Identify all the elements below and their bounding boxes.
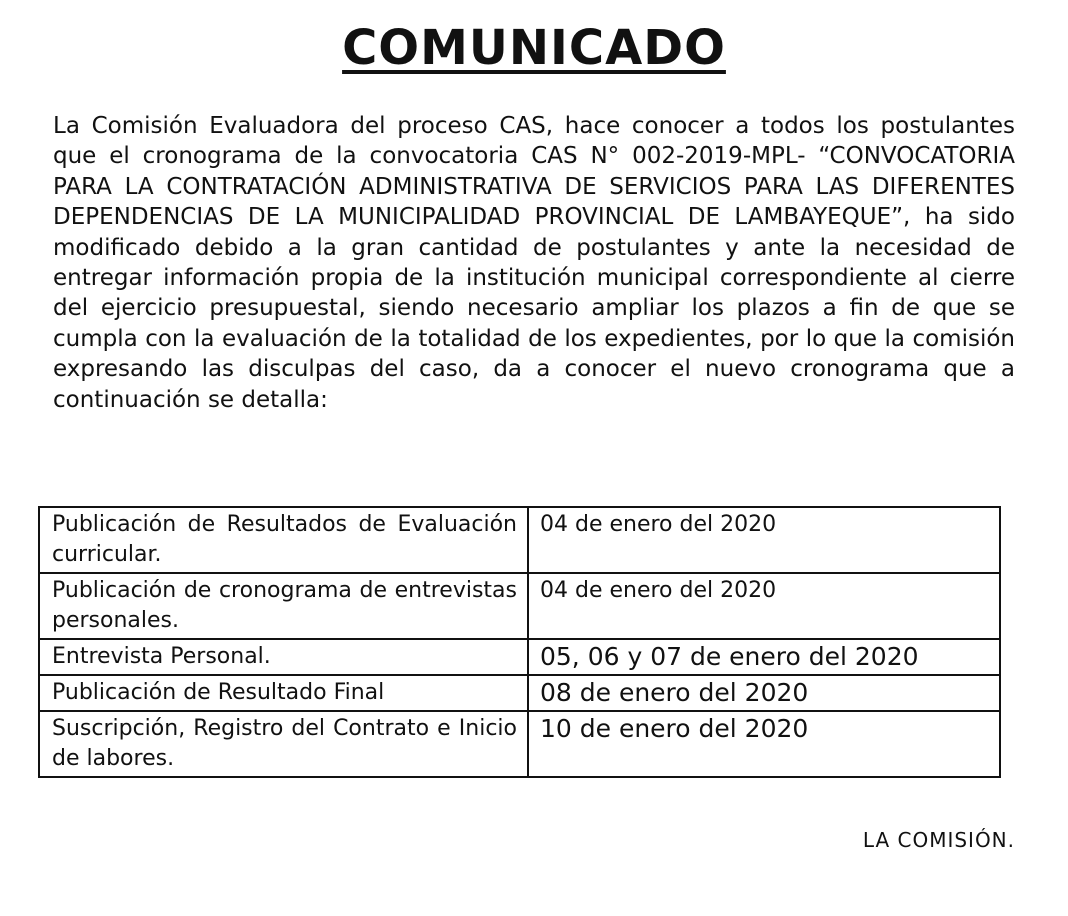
- announcement-paragraph: La Comisión Evaluadora del proceso CAS, hace conocer a todos los postulantes que el cronograma de la convocatoria CAS N° 002-2019-MPL- “CONVOCATORIA PARA LA CONTRATACIÓN ADMINISTRATIVA DE SERVICIOS PARA LAS DIFERENTES DEPENDENCIAS DE LA MUNICIPALIDAD PROVINCIAL DE LAMBAYEQUE”, ha sido modificado debido a la gran cantidad de postulantes y ante la necesidad de entregar información propia de la institución municipal correspondiente al cierre del ejercicio presupuestal, siendo necesario ampliar los plazos a fin de que se cumpla con la evaluación de la totalidad de los expedientes, por lo que la comisión expresando las disculpas del caso, da a conocer el nuevo cronograma que a continuación se detalla:: [53, 113, 1015, 413]
- table-row: [39, 507, 1000, 573]
- date-cell: 04 de enero del 2020: [528, 573, 1000, 639]
- date-cell: 04 de enero del 2020: [528, 507, 1000, 573]
- date-cell: 05, 06 y 07 de enero del 2020: [528, 639, 1000, 675]
- table-row: [39, 711, 1000, 777]
- activity-cell: Publicación de Resultado Final: [39, 675, 528, 711]
- document-title: [0, 18, 1068, 78]
- date-cell: 08 de enero del 2020: [528, 675, 1000, 711]
- table-row: [39, 675, 1000, 711]
- signature: LA COMISIÓN.: [862, 828, 1015, 852]
- date-cell: 10 de enero del 2020: [528, 711, 1000, 777]
- document-title-text: COMUNICADO: [342, 20, 726, 76]
- activity-cell: Publicación de cronograma de entrevistas personales.: [39, 573, 528, 639]
- table-row: [39, 573, 1000, 639]
- activity-cell: Suscripción, Registro del Contrato e Inicio de labores.: [39, 711, 528, 777]
- schedule-table: [38, 506, 1001, 778]
- activity-cell: Entrevista Personal.: [39, 639, 528, 675]
- table-row: [39, 639, 1000, 675]
- activity-cell: Publicación de Resultados de Evaluación curricular.: [39, 507, 528, 573]
